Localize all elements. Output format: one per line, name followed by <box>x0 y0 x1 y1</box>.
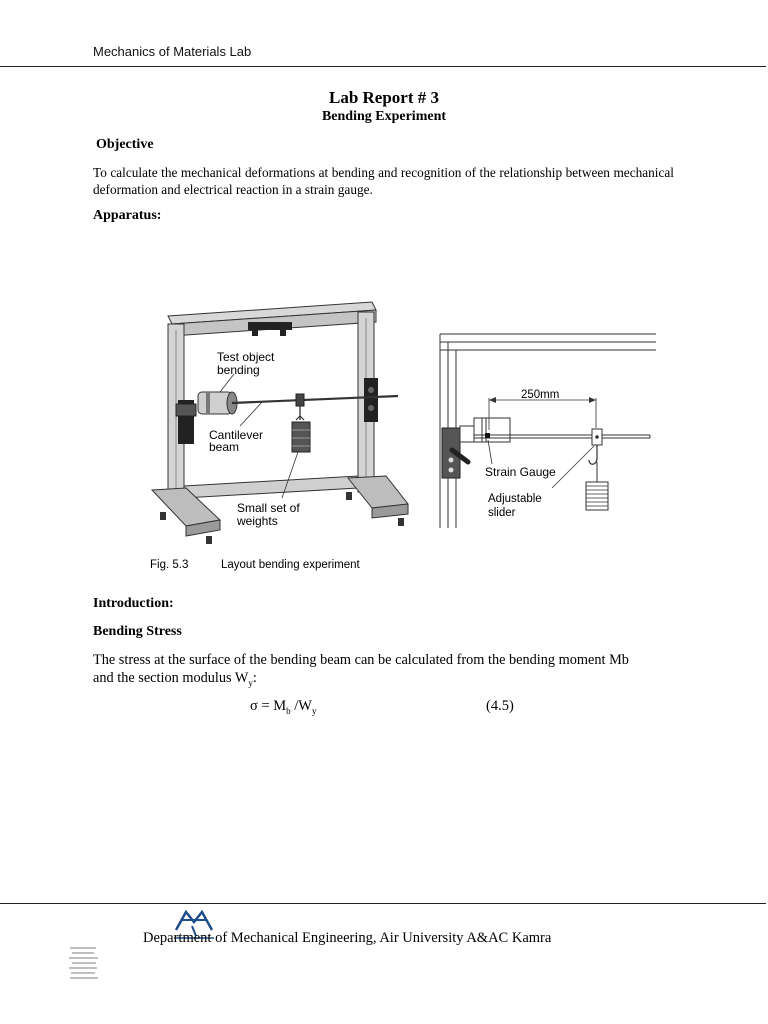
report-subtitle: Bending Experiment <box>321 109 447 124</box>
figure-caption-text: Layout bending experiment <box>221 559 360 571</box>
label-weights-line2: weights <box>237 514 278 528</box>
label-strain-gauge: Strain Gauge <box>485 465 556 479</box>
label-cantilever-line1: Cantilever <box>209 428 264 442</box>
footer-department: Department of Mechanical Engineering, Air University A&AC Kamra <box>143 930 552 946</box>
bending-stress-heading: Bending Stress <box>93 624 182 639</box>
label-slider-line1: Adjustable <box>488 493 542 505</box>
label-test-object-line1: Test object <box>217 350 275 364</box>
equation-number: (4.5) <box>486 698 514 714</box>
apparatus-figure <box>140 290 670 580</box>
label-cantilever-line2: beam <box>209 440 240 454</box>
detail-illustration <box>440 334 656 528</box>
label-dimension: 250mm <box>521 389 560 401</box>
bending-stress-line1: The stress at the surface of the bending beam can be calculated from the bending moment Mb <box>93 652 629 668</box>
label-weights-line1: Small set of <box>237 501 300 515</box>
scan-mark <box>66 944 102 984</box>
equation <box>250 698 316 716</box>
equation-lhs: σ = M <box>250 698 287 714</box>
equation-sub-b: b <box>286 705 291 716</box>
line2-subscript: y <box>248 677 253 688</box>
label-test-object-line2: bending <box>217 363 260 377</box>
bending-stress-line2 <box>93 669 693 692</box>
header-rule <box>0 66 766 67</box>
label-slider-line2: slider <box>488 507 516 519</box>
line2-prefix: and the section modulus W <box>93 670 249 686</box>
equation-sub-y: y <box>311 705 317 716</box>
test-frame-illustration <box>152 302 408 544</box>
report-title: Lab Report # 3 <box>328 88 440 107</box>
introduction-heading: Introduction: <box>93 596 174 611</box>
objective-text: To calculate the mechanical deformations at bending and recognition of the relationship between mechanical deformation and electrical reaction in a strain gauge. <box>93 165 674 197</box>
figure-caption-number: Fig. 5.3 <box>150 559 189 571</box>
objective-heading: Objective <box>96 137 154 152</box>
running-header: Mechanics of Materials Lab <box>93 44 252 59</box>
equation-mid: /W <box>290 698 312 714</box>
line2-suffix: : <box>252 670 257 686</box>
apparatus-heading: Apparatus: <box>93 208 162 223</box>
footer-rule <box>0 903 766 904</box>
